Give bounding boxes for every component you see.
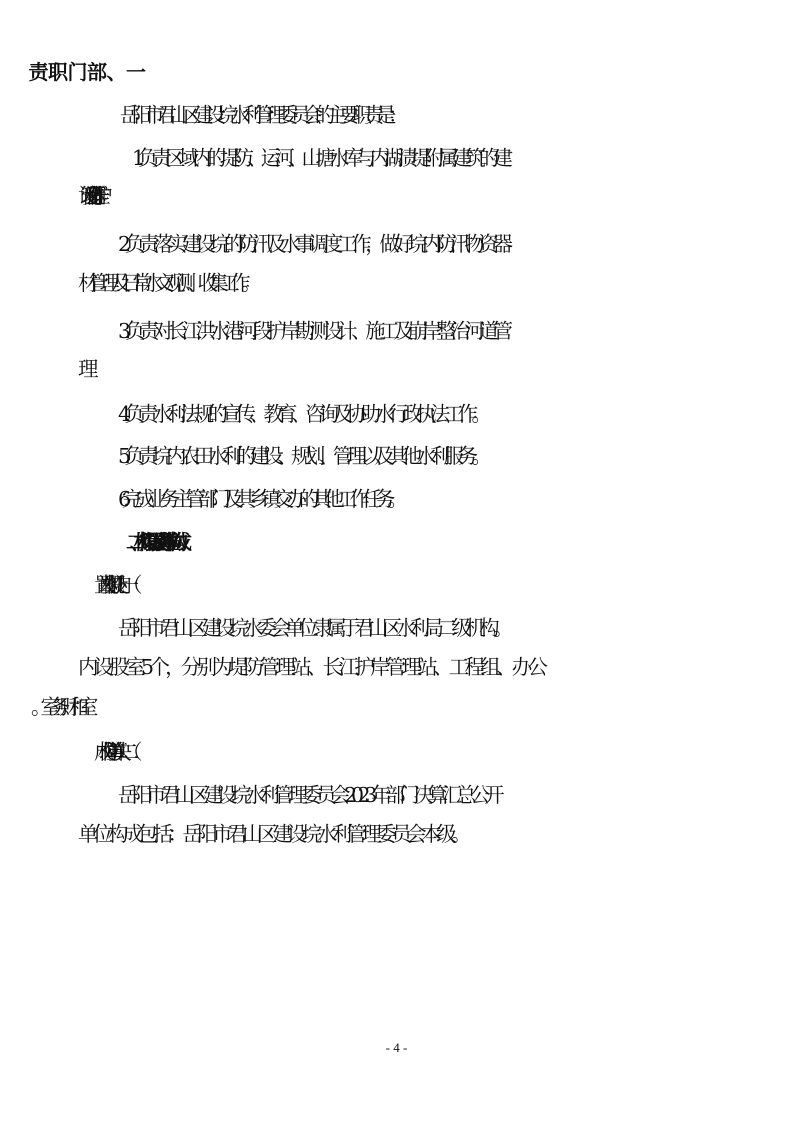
subheading-final-accounts-units — [122, 737, 793, 767]
paragraph-line: 单位构成包括：岳阳市君山区建设垸水利管理委员会本级。 — [78, 822, 466, 846]
paragraph-line: 岳阳市君山区建设垸水利管理委员会的主要职责是： — [120, 103, 401, 127]
paragraph-line: 6.完成业务主管部门及其乡镇交办的其他工作任务。 — [118, 487, 401, 511]
paragraph-line: 2.负责落实建设垸的防汛及水事调度工作，做好垸内防汛物资器 — [118, 232, 507, 256]
paragraph-line: 3.负责对长江洪水港河段护岸勘测设计、施工及崩岸整治河道管 — [118, 319, 507, 343]
section-heading-organization: 二、机构设置及决算单位构成 — [126, 530, 176, 554]
page-number: - 4 - — [385, 1040, 408, 1055]
paragraph-line — [78, 354, 793, 384]
paragraph-line: 内设股室5个，分别为堤防管理站、长江护岸管理站、工程组、办公 — [78, 655, 544, 679]
paragraph-line: 岳阳市君山区建设垸水利管理委员会2023年部门决算汇总公开 — [118, 783, 499, 807]
subheading-internal-structure — [122, 570, 793, 600]
paragraph-line: 5.负责垸内农田水利的建设、规划、管理以及其他水利服务。 — [118, 444, 486, 468]
paragraph-line: 岳阳市君山区建设垸水委会单位隶属于君山区水利局二级机构。 — [118, 616, 507, 640]
paragraph-line — [78, 692, 793, 722]
paragraph-line: 1.负责区域内的堤防、运河、山塘水库与内湖渍堤附属建筑的建 — [132, 146, 507, 170]
paragraph-line: 材管理及日常水文观测、收集工作。 — [78, 271, 252, 295]
paragraph-line: 4.负责水利法规的宣传、教育、咨询及协助水行政执法工作。 — [118, 402, 486, 426]
paragraph-line: 设管理和运作维护。 — [78, 184, 96, 208]
section-heading-department-duties — [126, 57, 793, 87]
